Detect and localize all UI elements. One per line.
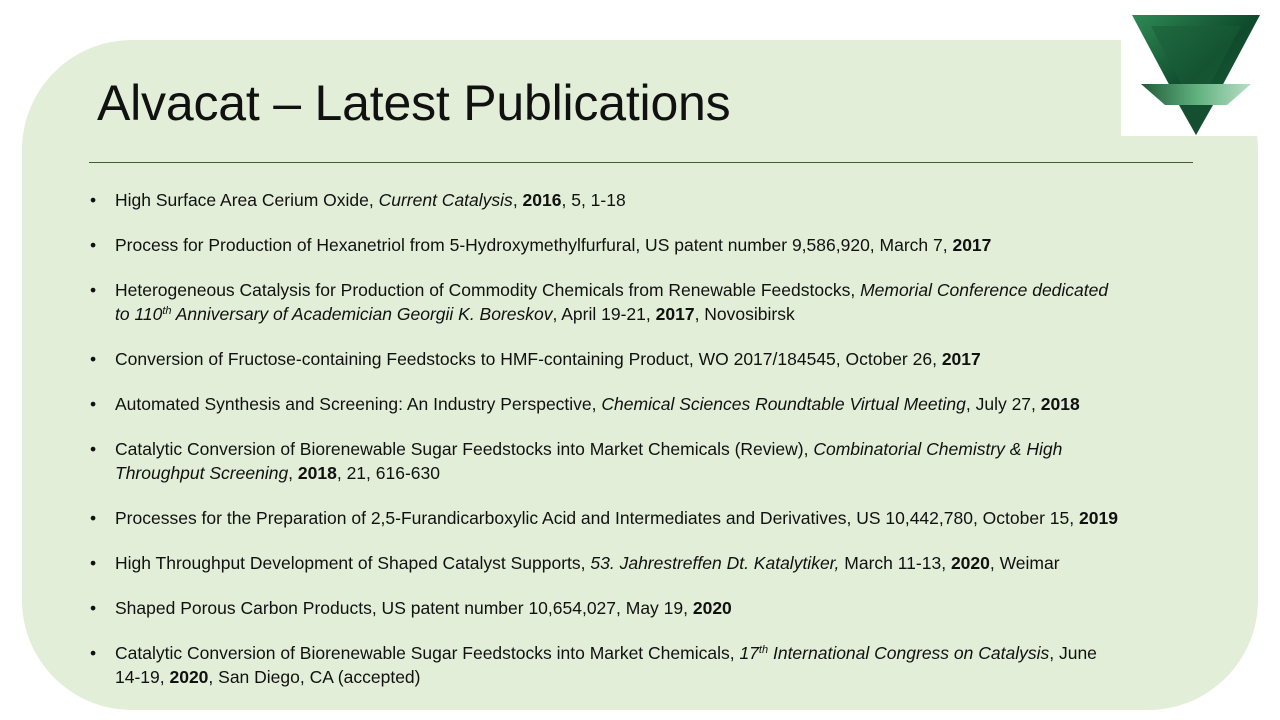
bullet-icon: • <box>90 235 97 255</box>
publication-text: 53. Jahrestreffen Dt. Katalytiker, <box>590 553 840 573</box>
publication-item <box>88 437 1228 485</box>
bullet-icon: • <box>90 553 97 573</box>
title-divider <box>89 162 1193 163</box>
publication-text: Current Catalysis <box>378 190 513 210</box>
publication-text: 2017 <box>952 235 992 255</box>
publication-text: 17 <box>739 643 759 663</box>
bullet-icon: • <box>90 280 97 300</box>
publication-item <box>88 506 1228 530</box>
publication-text: March 11-13, <box>839 553 951 573</box>
publication-text: th <box>162 305 172 317</box>
publication-text: 2020 <box>692 598 732 618</box>
publication-text: 2018 <box>1040 394 1080 414</box>
publication-text: , 21, 616-630 <box>336 463 440 483</box>
publication-text: 2018 <box>297 463 337 483</box>
bullet-icon: • <box>90 394 97 414</box>
publication-item <box>88 392 1228 416</box>
publication-text: 2017 <box>941 349 981 369</box>
publication-text: , <box>512 190 523 210</box>
publication-item <box>88 233 1228 257</box>
bullet-icon: • <box>90 598 97 618</box>
publication-text: Anniversary of Academician Georgii K. Boreskov <box>171 304 553 324</box>
company-logo <box>1121 14 1271 136</box>
publication-text: Throughput Screening <box>115 463 289 483</box>
publication-list <box>88 188 1228 689</box>
publication-text: 2017 <box>655 304 695 324</box>
publication-text: , Weimar <box>989 553 1060 573</box>
publication-text: High Surface Area Cerium Oxide, <box>115 190 379 210</box>
bullet-icon: • <box>90 190 97 210</box>
bullet-icon: • <box>90 508 97 528</box>
publication-item <box>88 641 1228 689</box>
bullet-icon: • <box>90 643 97 663</box>
publication-text: th <box>758 644 769 656</box>
bullet-icon: • <box>90 349 97 369</box>
publication-item <box>88 278 1228 326</box>
publication-text: 2020 <box>169 667 209 687</box>
publication-text: Combinatorial Chemistry & High <box>813 439 1063 459</box>
publication-text: Catalytic Conversion of Biorenewable Sugar Feedstocks into Market Chemicals, <box>115 643 740 663</box>
publication-text: Chemical Sciences Roundtable Virtual Meeting <box>601 394 966 414</box>
publication-text: Process for Production of Hexanetriol from 5-Hydroxymethylfurfural, US patent number 9,586,920, March 7, <box>115 235 953 255</box>
publication-text: , April 19-21, <box>552 304 656 324</box>
slide-title: Alvacat – Latest Publications <box>97 75 731 131</box>
publication-text: 2020 <box>950 553 990 573</box>
publication-text: 14-19, <box>115 667 170 687</box>
publication-text: Shaped Porous Carbon Products, US patent number 10,654,027, May 19, <box>115 598 693 618</box>
publication-text: Processes for the Preparation of 2,5-Furandicarboxylic Acid and Intermediates and Derivatives, US 10,442,780, October 15, <box>115 508 1079 528</box>
publication-text: , <box>288 463 298 483</box>
publication-text: , Novosibirsk <box>694 304 795 324</box>
publication-item <box>88 596 1228 620</box>
publication-text: Heterogeneous Catalysis for Production of Commodity Chemicals from Renewable Feedstocks, <box>115 280 861 300</box>
publication-text: 2019 <box>1079 508 1118 528</box>
publication-item <box>88 347 1228 371</box>
publication-text: , July 27, <box>965 394 1041 414</box>
publication-text: Catalytic Conversion of Biorenewable Sugar Feedstocks into Market Chemicals (Review), <box>115 439 814 459</box>
publication-text: , San Diego, CA (accepted) <box>208 667 421 687</box>
publication-text: International Congress on Catalysis <box>768 643 1050 663</box>
publication-text: to 110 <box>115 304 163 324</box>
publication-item <box>88 188 1228 212</box>
triangle-logo-icon <box>1121 14 1271 136</box>
publication-text: Memorial Conference dedicated <box>860 280 1109 300</box>
publication-text: , June <box>1049 643 1097 663</box>
publication-item <box>88 551 1228 575</box>
publication-text: Automated Synthesis and Screening: An Industry Perspective, <box>115 394 602 414</box>
publication-text: , 5, 1-18 <box>561 190 626 210</box>
publication-text: High Throughput Development of Shaped Catalyst Supports, <box>115 553 591 573</box>
bullet-icon: • <box>90 439 97 459</box>
publication-text: Conversion of Fructose-containing Feedstocks to HMF-containing Product, WO 2017/184545, October 26, <box>115 349 942 369</box>
publication-text: 2016 <box>522 190 562 210</box>
